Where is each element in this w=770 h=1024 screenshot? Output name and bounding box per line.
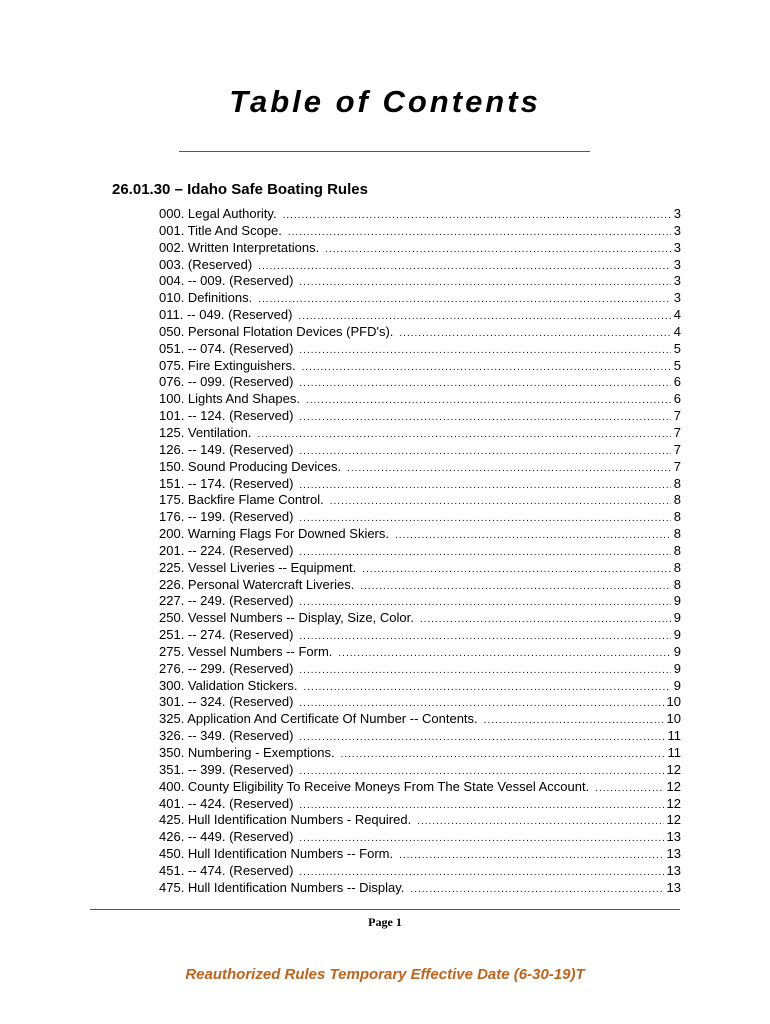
toc-entry-page: 3 [673, 290, 681, 306]
toc-entry[interactable] [159, 459, 681, 476]
toc-entry[interactable] [159, 223, 681, 240]
toc-entry-page: 8 [673, 492, 681, 508]
toc-entry-page: 6 [673, 391, 681, 407]
toc-entry-title: 226. Personal Watercraft Liveries. [159, 576, 355, 592]
toc-entry-title: 151. -- 174. (Reserved) [159, 475, 294, 491]
dot-leader [299, 595, 670, 610]
toc-entry-page: 9 [673, 610, 681, 626]
toc-entry[interactable] [159, 374, 681, 391]
toc-entry-title: 450. Hull Identification Numbers -- Form. [159, 846, 394, 862]
dot-leader [299, 478, 670, 493]
toc-entry-page: 7 [673, 458, 681, 474]
toc-entry-title: 326. -- 349. (Reserved) [159, 728, 294, 744]
toc-entry[interactable] [159, 290, 681, 307]
toc-entry-title: 101. -- 124. (Reserved) [159, 408, 294, 424]
toc-entry[interactable] [159, 863, 681, 880]
toc-entry-title: 426. -- 449. (Reserved) [159, 829, 294, 845]
title-divider [179, 151, 590, 152]
toc-list [159, 206, 681, 897]
toc-entry-page: 11 [667, 745, 681, 760]
dot-leader [595, 781, 663, 796]
toc-entry-page: 3 [673, 256, 681, 272]
toc-entry-title: 425. Hull Identification Numbers - Required. [159, 812, 412, 828]
toc-entry[interactable] [159, 257, 681, 274]
dot-leader [299, 410, 670, 425]
toc-entry-page: 7 [673, 441, 681, 457]
toc-entry-title: 276. -- 299. (Reserved) [159, 660, 294, 676]
toc-entry-page: 8 [673, 559, 681, 575]
toc-entry-title: 126. -- 149. (Reserved) [159, 441, 294, 457]
dot-leader [420, 612, 671, 627]
toc-entry-title: 275. Vessel Numbers -- Form. [159, 643, 333, 659]
toc-entry[interactable] [159, 476, 681, 493]
dot-leader [306, 393, 671, 408]
dot-leader [299, 444, 670, 459]
dot-leader [283, 208, 671, 223]
toc-entry-title: 050. Personal Flotation Devices (PFD's). [159, 323, 394, 339]
dot-leader [299, 376, 670, 391]
toc-entry[interactable] [159, 543, 681, 560]
toc-entry-page: 8 [673, 475, 681, 491]
toc-entry-title: 475. Hull Identification Numbers -- Display. [159, 879, 405, 895]
toc-entry-page: 13 [666, 879, 681, 895]
toc-entry[interactable] [159, 273, 681, 290]
dot-leader [338, 646, 670, 661]
toc-entry-page: 9 [673, 643, 681, 659]
toc-entry[interactable] [159, 307, 681, 324]
dot-leader [410, 882, 663, 897]
dot-leader [299, 629, 670, 644]
page-number: Page 1 [368, 915, 402, 929]
toc-entry[interactable] [159, 728, 681, 745]
toc-entry-page: 13 [666, 862, 681, 878]
dot-leader [395, 528, 671, 543]
toc-entry[interactable] [159, 391, 681, 408]
toc-entry-title: 011. -- 049. (Reserved) [159, 307, 293, 323]
toc-entry-title: 176. -- 199. (Reserved) [159, 509, 294, 525]
toc-entry-page: 9 [673, 627, 681, 643]
dot-leader [325, 242, 671, 257]
toc-entry[interactable] [159, 560, 681, 577]
dot-leader [299, 730, 664, 745]
toc-entry-title: 002. Written Interpretations. [159, 239, 320, 255]
toc-entry-title: 001. Title And Scope. [159, 222, 282, 238]
toc-entry-page: 4 [673, 323, 681, 339]
toc-entry[interactable] [159, 206, 681, 223]
toc-entry-title: 075. Fire Extinguishers. [159, 357, 296, 373]
toc-entry[interactable] [159, 627, 681, 644]
dot-leader [360, 579, 670, 594]
dot-leader [258, 292, 671, 307]
toc-entry-page: 5 [673, 357, 681, 373]
dot-leader [304, 680, 671, 695]
toc-entry-page: 12 [666, 761, 681, 777]
dot-leader [288, 225, 671, 240]
toc-entry-page: 13 [666, 846, 681, 862]
dot-leader [299, 696, 663, 711]
toc-entry[interactable] [159, 526, 681, 543]
toc-entry[interactable] [159, 358, 681, 375]
toc-entry-page: 8 [673, 542, 681, 558]
toc-entry-page: 13 [666, 829, 681, 845]
toc-entry-page: 7 [673, 408, 681, 424]
toc-entry-title: 251. -- 274. (Reserved) [159, 627, 294, 643]
toc-entry[interactable] [159, 829, 681, 846]
toc-entry-page: 7 [673, 424, 681, 440]
toc-entry-title: 000. Legal Authority. [159, 206, 277, 221]
toc-entry-title: 225. Vessel Liveries -- Equipment. [159, 559, 357, 575]
toc-entry-title: 201. -- 224. (Reserved) [159, 542, 294, 558]
toc-entry-page: 12 [666, 778, 681, 794]
toc-entry-title: 100. Lights And Shapes. [159, 391, 300, 407]
dot-leader [302, 360, 671, 375]
dot-leader [298, 309, 670, 324]
toc-entry-title: 250. Vessel Numbers -- Display, Size, Color. [159, 610, 414, 626]
dot-leader [399, 848, 663, 863]
dot-leader [299, 343, 670, 358]
toc-entry[interactable] [159, 324, 681, 341]
toc-entry-page: 9 [673, 660, 681, 676]
toc-entry[interactable] [159, 644, 681, 661]
toc-entry-page: 8 [673, 576, 681, 592]
toc-entry[interactable] [159, 442, 681, 459]
chapter-heading: 26.01.30 – Idaho Safe Boating Rules [112, 181, 368, 198]
toc-entry-page: 9 [673, 593, 681, 609]
toc-entry-page: 10 [666, 694, 681, 710]
toc-entry-title: 301. -- 324. (Reserved) [159, 694, 294, 710]
dot-leader [299, 545, 670, 560]
dot-leader [484, 713, 664, 728]
toc-entry-page: 8 [673, 526, 681, 542]
toc-entry[interactable] [159, 593, 681, 610]
toc-entry-page: 3 [673, 222, 681, 238]
toc-entry-title: 400. County Eligibility To Receive Moneys From The State Vessel Account. [159, 778, 590, 794]
toc-entry-page: 10 [666, 711, 681, 727]
toc-entry[interactable] [159, 408, 681, 425]
dot-leader [417, 814, 663, 829]
toc-entry-title: 003. (Reserved) [159, 256, 253, 272]
dot-leader [299, 798, 663, 813]
dot-leader [299, 831, 663, 846]
footer-divider [90, 909, 680, 910]
toc-entry[interactable] [159, 425, 681, 442]
toc-entry-page: 12 [666, 812, 681, 828]
toc-entry-title: 351. -- 399. (Reserved) [159, 761, 294, 777]
dot-leader [347, 461, 671, 476]
toc-entry-title: 051. -- 074. (Reserved) [159, 340, 294, 356]
dot-leader [258, 427, 671, 442]
toc-entry[interactable] [159, 779, 681, 796]
toc-entry[interactable] [159, 846, 681, 863]
toc-entry-title: 076. -- 099. (Reserved) [159, 374, 294, 390]
dot-leader [341, 747, 665, 762]
page-title: Table of Contents [229, 84, 541, 119]
dot-leader [299, 865, 663, 880]
toc-entry-page: 4 [673, 307, 681, 323]
toc-entry-page: 5 [673, 340, 681, 356]
toc-entry[interactable] [159, 796, 681, 813]
toc-entry[interactable] [159, 341, 681, 358]
toc-entry-title: 227. -- 249. (Reserved) [159, 593, 294, 609]
toc-entry-page: 11 [667, 728, 681, 744]
toc-entry-title: 125. Ventilation. [159, 424, 252, 440]
toc-entry[interactable] [159, 694, 681, 711]
toc-entry-title: 451. -- 474. (Reserved) [159, 862, 294, 878]
toc-entry-title: 300. Validation Stickers. [159, 677, 298, 693]
toc-entry[interactable] [159, 678, 681, 695]
toc-entry-title: 004. -- 009. (Reserved) [159, 273, 294, 289]
dot-leader [362, 562, 670, 577]
toc-entry[interactable] [159, 880, 681, 897]
toc-entry-page: 8 [673, 509, 681, 525]
toc-entry[interactable] [159, 711, 681, 728]
toc-entry[interactable] [159, 492, 681, 509]
toc-entry-page: 6 [673, 374, 681, 390]
effective-date-note: Reauthorized Rules Temporary Effective Date (6-30-19)T [185, 966, 585, 983]
dot-leader [399, 326, 670, 341]
toc-entry-page: 9 [673, 677, 681, 693]
toc-entry-title: 175. Backfire Flame Control. [159, 492, 324, 508]
toc-entry-page: 3 [673, 239, 681, 255]
toc-entry-title: 010. Definitions. [159, 290, 253, 306]
toc-entry[interactable] [159, 577, 681, 594]
dot-leader [299, 511, 670, 526]
toc-entry-title: 200. Warning Flags For Downed Skiers. [159, 526, 390, 542]
toc-entry-title: 150. Sound Producing Devices. [159, 458, 342, 474]
dot-leader [330, 494, 671, 509]
dot-leader [299, 275, 670, 290]
toc-entry-title: 401. -- 424. (Reserved) [159, 795, 294, 811]
toc-entry[interactable] [159, 661, 681, 678]
toc-entry-page: 3 [673, 206, 681, 221]
toc-entry[interactable] [159, 812, 681, 829]
toc-entry-title: 350. Numbering - Exemptions. [159, 745, 335, 760]
dot-leader [299, 663, 670, 678]
toc-entry-page: 3 [673, 273, 681, 289]
toc-entry[interactable] [159, 509, 681, 526]
toc-entry[interactable] [159, 762, 681, 779]
toc-entry-title: 325. Application And Certificate Of Number -- Contents. [159, 711, 478, 727]
toc-entry[interactable] [159, 745, 681, 762]
toc-entry[interactable] [159, 240, 681, 257]
toc-entry[interactable] [159, 610, 681, 627]
dot-leader [299, 764, 663, 779]
dot-leader [258, 259, 671, 274]
toc-entry-page: 12 [666, 795, 681, 811]
